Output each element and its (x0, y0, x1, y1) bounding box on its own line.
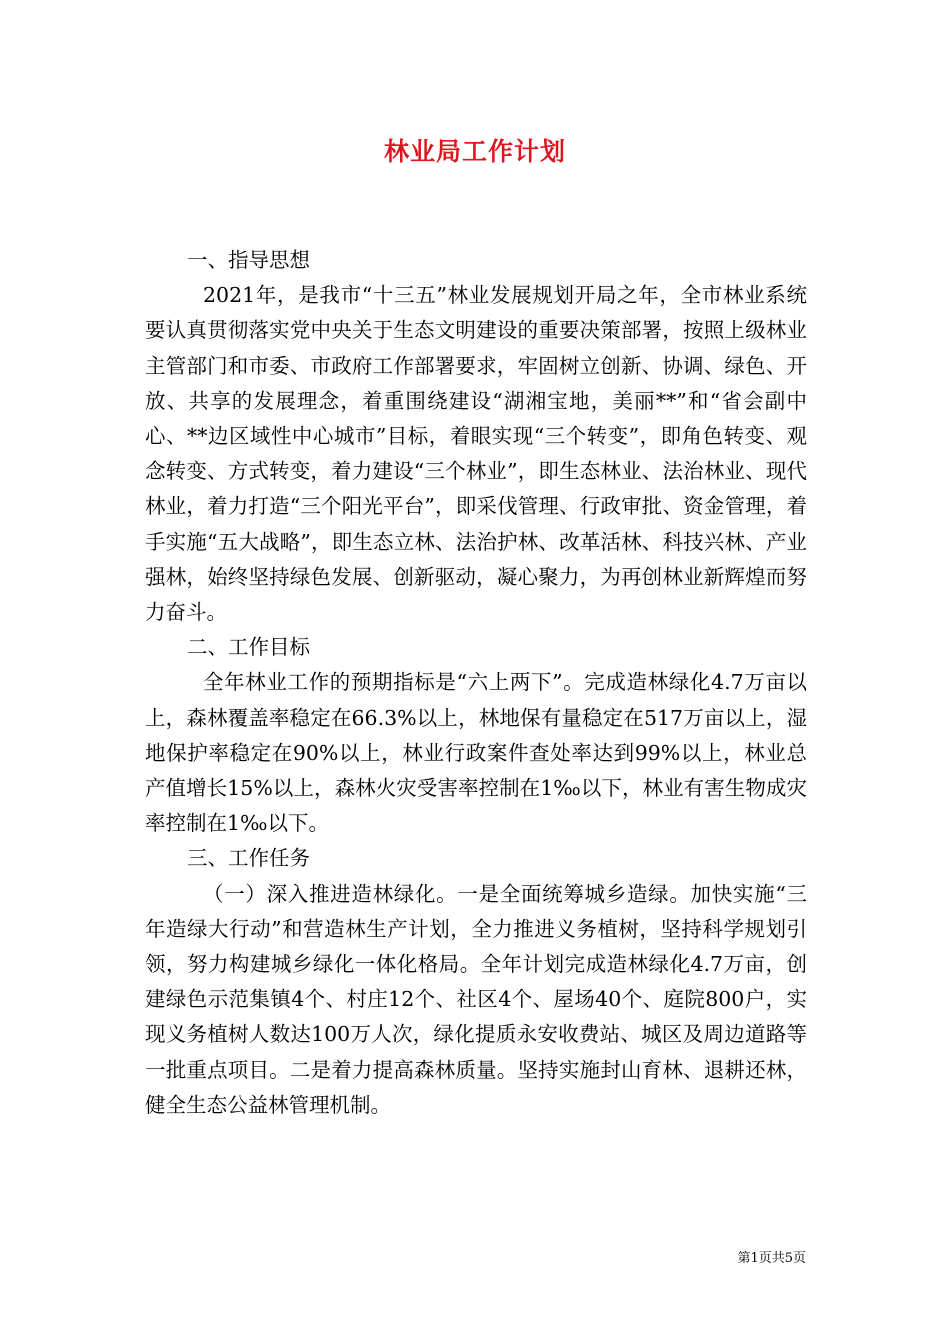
document-title: 林业局工作计划 (383, 137, 566, 166)
section-paragraph-work-goals: 全年林业工作的预期指标是“六上两下”。完成造林绿化4.7万亩以上，森林覆盖率稳定在66.3%以上，林地保有量稳定在517万亩以上，湿地保护率稳定在90%以上，林业行政案件查处率达到99%以上，林业总产值增长15%以上，森林火灾受害率控制在1‰以下，林业有害生物成灾率控制在1‰以下。 (145, 670, 807, 836)
page-number-footer: 第1页共5页 (737, 1251, 806, 1266)
section-paragraph-work-tasks: （一）深入推进造林绿化。一是全面统筹城乡造绿。加快实施“三年造绿大行动”和营造林生产计划，全力推进义务植树，坚持科学规划引领，努力构建城乡绿化一体化格局。全年计划完成造林绿化4.7万亩，创建绿色示范集镇4个、村庄12个、社区4个、屋场40个、庭院800户，实现义务植树人数达100万人次，绿化提质永安收费站、城区及周边道路等一批重点项目。二是着力提高森林质量。坚持实施封山育林、退耕还林，健全生态公益林管理机制。 (145, 881, 807, 1117)
section-heading-guiding-ideology: 一、指导思想 (187, 248, 310, 272)
section-heading-work-tasks: 三、工作任务 (187, 846, 310, 871)
section-paragraph-guiding-ideology: 2021年，是我市“十三五”林业发展规划开局之年，全市林业系统要认真贯彻落实党中央关于生态文明建设的重要决策部署，按照上级林业主管部门和市委、市政府工作部署要求，牢固树立创新、协调、绿色、开放、共享的发展理念，着重围绕建设“湖湘宝地，美丽**”和“省会副中心、**边区域性中心城市”目标，着眼实现“三个转变”，即角色转变、观念转变、方式转变，着力建设“三个林业”，即生态林业、法治林业、现代林业，着力打造“三个阳光平台”，即采伐管理、行政审批、资金管理，着手实施“五大战略”，即生态立林、法治护林、改革活林、科技兴林、产业强林，始终坚持绿色发展、创新驱动，凝心聚力，为再创林业新辉煌而努力奋斗。 (145, 283, 807, 625)
section-heading-work-goals: 二、工作目标 (187, 635, 310, 660)
document-body (145, 243, 807, 1123)
